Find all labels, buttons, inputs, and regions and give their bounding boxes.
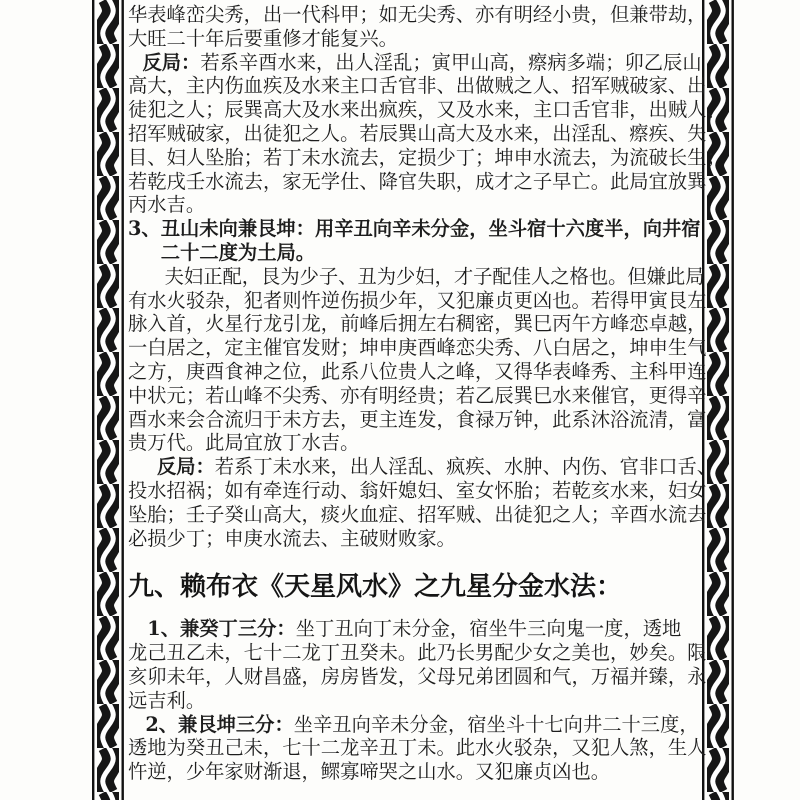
text-run: 脉入首，火星行龙引龙，前峰后拥左右稠密，巽巳丙午方峰恋卓越， bbox=[128, 312, 707, 336]
text-line bbox=[128, 479, 714, 503]
bold-run: 3、丑山未向兼艮坤：用辛丑向辛未分金，坐斗宿十六度半，向井宿 bbox=[128, 217, 701, 241]
text-run: 大旺二十年后要重修才能复兴。 bbox=[128, 26, 398, 50]
text-line bbox=[128, 617, 714, 641]
text-run: 坐丁丑向丁未分金，宿坐牛三向鬼一度，透地 bbox=[295, 617, 682, 641]
text-line bbox=[128, 241, 714, 265]
text-run: 若乾戌壬水流去，家无学仕、降官失职，成才之子早亡。此局宜放巽 bbox=[128, 169, 707, 193]
text-line bbox=[128, 27, 714, 51]
text-run: 一白居之，定主催官发财；坤申庚酉峰恋尖秀、八白居之，坤申生气 bbox=[128, 336, 707, 360]
text-run: 投水招祸；如有牵连行动、翁奸媳妇、室女怀胎；若乾亥水来，妇女 bbox=[128, 478, 707, 502]
text-line bbox=[128, 265, 714, 289]
text-run: 龙己丑乙未，七十二龙丁丑癸未。此乃长男配少女之美也，妙矣。限 bbox=[128, 641, 707, 665]
bold-run: 反局： bbox=[142, 50, 201, 74]
text-run: 坐辛丑向辛未分金，宿坐斗十七向井二十三度， bbox=[293, 712, 699, 736]
text-line bbox=[128, 503, 714, 527]
text-line bbox=[128, 455, 717, 479]
text-run: 亥卯未年，人财昌盛，房房皆发，父母兄弟团圆和气，万福并臻，永 bbox=[128, 664, 707, 688]
text-run: 徒犯之人；辰巽高大及水来出疯疾，又及水来，主口舌官非，出贼人、 bbox=[128, 98, 726, 122]
text-line bbox=[128, 527, 714, 551]
text-line bbox=[128, 217, 714, 241]
bold-run: 反局： bbox=[156, 455, 215, 479]
text-line bbox=[128, 3, 714, 27]
text-line bbox=[128, 384, 714, 408]
text-run: 必损少丁；申庚水流去、主破财败家。 bbox=[128, 526, 456, 550]
text-run: 目、妇人坠胎；若丁未水流去，定损少丁；坤申水流去，为流破长生； bbox=[128, 145, 726, 169]
text-line bbox=[128, 122, 714, 146]
text-line bbox=[128, 145, 726, 170]
text-run: 酉水来会合流归于未方去，更主连发，食禄万钟，此系沐浴流清，富 bbox=[128, 407, 707, 431]
text-run: 忤逆，少年家财渐退，鳏寡啼哭之山水。又犯廉贞凶也。 bbox=[128, 760, 611, 784]
text-line bbox=[128, 760, 714, 784]
text-run: 之方，庚酉食神之位，此系八位贵人之峰，又得华表峰秀、主科甲连 bbox=[128, 359, 707, 383]
text-line bbox=[128, 641, 714, 665]
section-heading: 九、赖布衣《天星风水》之九星分金水法： bbox=[128, 572, 623, 603]
text-line bbox=[128, 665, 714, 689]
text-run: 透地为癸丑己未，七十二龙辛丑丁未。此水火驳杂，又犯人煞，生人 bbox=[128, 736, 707, 760]
text-run: 高大，主内伤血疾及水来主口舌官非、出做贼之人、招军贼破家、出 bbox=[128, 74, 707, 98]
text-run: 若系丁未水来，出人淫乱、疯疾、水肿、内伤、官非口舌、 bbox=[214, 455, 717, 479]
text-line bbox=[128, 736, 714, 760]
text-run: 中状元；若山峰不尖秀、亦有明经贵；若乙辰巽巳水来催官，更得辛 bbox=[128, 383, 707, 407]
text-line bbox=[128, 289, 714, 313]
bold-run: 2、兼艮坤三分： bbox=[145, 712, 294, 736]
bold-run: 二十二度为土局。 bbox=[160, 240, 316, 264]
page-text bbox=[128, 3, 726, 784]
text-run: 贵万代。此局宜放丁水吉。 bbox=[128, 431, 360, 455]
text-line bbox=[128, 51, 714, 75]
text-line bbox=[128, 170, 714, 194]
text-run: 坠胎；壬子癸山高大，痰火血症、招军贼、出徒犯之人；辛酉水流去 bbox=[128, 502, 707, 526]
text-line bbox=[128, 713, 714, 737]
text-line bbox=[128, 312, 714, 336]
text-run: 华表峰峦尖秀，出一代科甲；如无尖秀、亦有明经小贵，但兼带劫， bbox=[128, 3, 707, 26]
wavy-ribbon-border-icon bbox=[91, 0, 125, 800]
text-line bbox=[128, 431, 714, 455]
text-line bbox=[128, 408, 714, 432]
text-line bbox=[128, 360, 714, 384]
text-line bbox=[128, 193, 714, 217]
text-run: 有水火驳杂，犯者则忤逆伤损少年，又犯廉贞更凶也。若得甲寅艮左 bbox=[128, 288, 707, 312]
bold-run: 1、兼癸丁三分： bbox=[147, 617, 296, 641]
text-line bbox=[128, 336, 714, 360]
text-run: 夫妇正配，艮为少子、丑为少妇，才子配佳人之格也。但嫌此局 bbox=[164, 264, 705, 288]
text-run: 招军贼破家，出徒犯之人。若辰巽山高大及水来，出淫乱、瘵疾、失 bbox=[128, 121, 707, 145]
text-run: 远吉利。 bbox=[128, 688, 206, 712]
text-line bbox=[128, 74, 714, 98]
text-line bbox=[128, 98, 726, 122]
text-run: 丙水吉。 bbox=[128, 193, 206, 217]
text-line bbox=[128, 689, 714, 713]
text-run: 若系辛酉水来，出人淫乱；寅甲山高，瘵病多端；卯乙辰山 bbox=[200, 50, 702, 74]
left-ornamental-border bbox=[91, 0, 125, 800]
